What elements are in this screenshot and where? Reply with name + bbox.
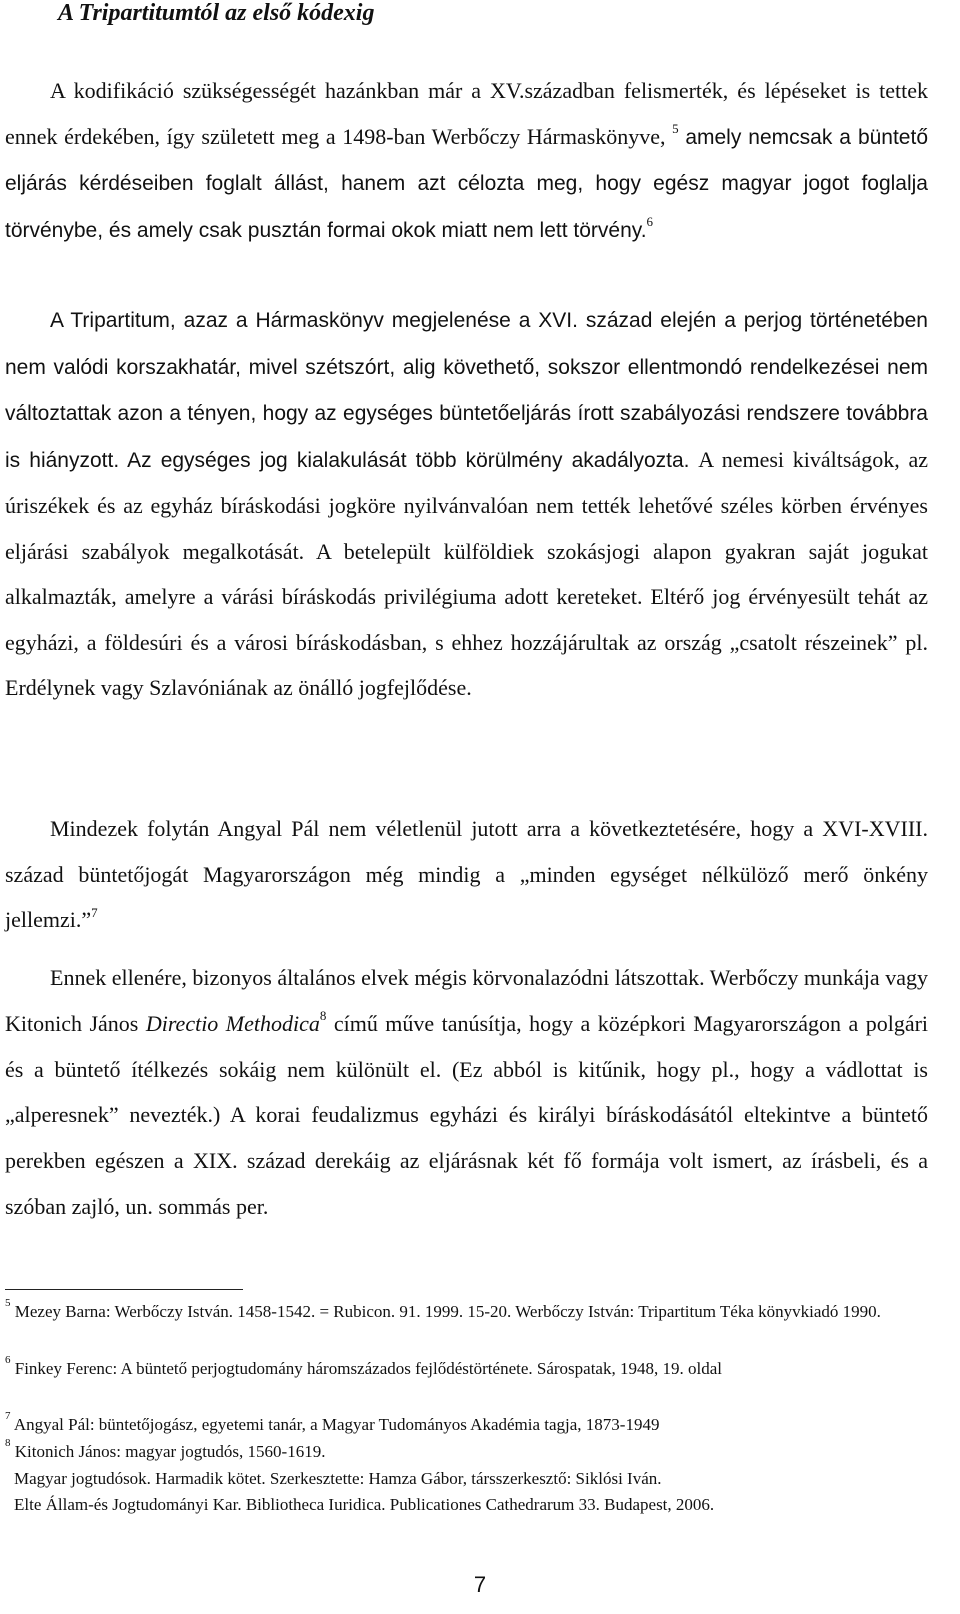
footnote-6-text: Finkey Ferenc: A büntető perjogtudomány háromszázados fejlődéstörténete. Sárospatak, 1948, 19. oldal: [14, 1359, 722, 1378]
paragraph-1-text: A kodifikáció szükségességét hazánkban már a XV.században felismerték, és lépéseket is tettek ennek érdekében, így született meg a 1498-ban Werbőczy Hármaskönyve,: [5, 78, 928, 149]
footnote-5: [5, 1297, 930, 1324]
paragraph-3: [5, 806, 928, 943]
footnote-8-continuation-1: Magyar jogtudósok. Harmadik kötet. Szerkesztette: Hamza Gábor, társszerkesztő: Siklósi Iván.: [14, 1469, 662, 1488]
footnote-6-number: 6: [5, 1354, 11, 1367]
footnote-7: [5, 1410, 930, 1437]
paragraph-4-after: című műve tanúsítja, hogy a középkori Magyarországon a polgári és a büntető ítélkezés sokáig nem különült el. (Ez abból is kitűnik, hogy pl., hogy a vádlottat is „alperesnek” nevezték.) A korai feudalizmus egyházi és királyi bíráskodásától eltekintve a büntető perekben egészen a XIX. század derekáig az eljárásnak két fő formája volt ismert, az írásbeli, és a szóban zajló, un. sommás per.: [5, 1010, 929, 1219]
page-number: 7: [473, 1572, 487, 1597]
footnote-5-number: 5: [5, 1297, 11, 1310]
paragraph-2-sans: A Tripartitum, azaz a Hármaskönyv megjelenése a XVI. század elején a perjog történetében nem valódi korszakhatár, mivel szétszórt, alig követhető, sokszor ellentmondó rendelkezései nem változtattak azon a tényen, hogy az egységes büntetőeljárás írott szabályozási rendszere továbbra is hiányzott. Az egységes jog kialakulását több körülmény akadályozta.: [5, 309, 928, 472]
footnote-ref-8[interactable]: 8: [319, 1008, 327, 1024]
footnote-8-continuation-2: Elte Állam-és Jogtudományi Kar. Bibliotheca Iuridica. Publicationes Cathedrarum 33. Budapest, 2006.: [14, 1495, 715, 1514]
paragraph-2: [5, 297, 928, 711]
footnote-ref-6[interactable]: 6: [646, 214, 654, 230]
paragraph-3-text: Mindezek folytán Angyal Pál nem véletlenül jutott arra a következtetésére, hogy a XVI-XVIII. század büntetőjogát Magyarországon még mindig a „minden egységet nélkülöző merő önkény jellemzi.”: [5, 816, 928, 932]
footnote-separator: [5, 1289, 243, 1290]
book-title: Directio Methodica: [145, 1010, 320, 1036]
paragraph-1-tail: amely nemcsak a büntető eljárás kérdéseiben foglalt állást, hanem azt célozta meg, hogy egész magyar jogot foglalja törvénybe, és amely csak pusztán formai okok miatt nem lett törvény.: [5, 125, 929, 242]
footnote-ref-7[interactable]: 7: [91, 904, 98, 920]
footnote-8: [5, 1437, 930, 1464]
footnote-8-text: Kitonich János: magyar jogtudós, 1560-1619.: [14, 1442, 326, 1461]
paragraph-2-serif: A nemesi kiváltságok, az úriszékek és az egyház bíráskodási jogköre nyilvánvalóan nem tették lehetővé széles körben érvényes eljárási szabályok megalkotását. A betelepült külföldiek szokásjogi alapon gyakran saját jogukat alkalmazták, amelyre a várási bíráskodás privilégiuma adott kereteket. Eltérő jog érvényesült tehát az egyházi, a földesúri és a városi bíráskodásban, s ehhez hozzájárultak az ország „csatolt részeinek” pl. Erdélynek vagy Szlavóniának az önálló jogfejlődése.: [5, 446, 929, 700]
footnote-8-number: 8: [5, 1437, 11, 1450]
paragraph-4: [5, 955, 928, 1230]
footnote-ref-5[interactable]: 5: [672, 121, 679, 137]
footnote-7-text: Angyal Pál: büntetőjogász, egyetemi tanár, a Magyar Tudományos Akadémia tagja, 1873-1949: [13, 1415, 660, 1434]
section-heading: A Tripartitumtól az első kódexig: [58, 0, 375, 26]
footnote-5-text: Mezey Barna: Werbőczy István. 1458-1542. = Rubicon. 91. 1999. 15-20. Werbőczy István: Tripartitum Téka könyvkiadó 1990.: [14, 1302, 881, 1321]
footnote-6: [5, 1354, 930, 1381]
paragraph-4-before: Ennek ellenére, bizonyos általános elvek mégis körvonalazódni látszottak. Werbőczy munkája vagy Kitonich János: [5, 965, 928, 1036]
footnote-7-number: 7: [5, 1410, 11, 1423]
paragraph-1: [5, 68, 928, 253]
